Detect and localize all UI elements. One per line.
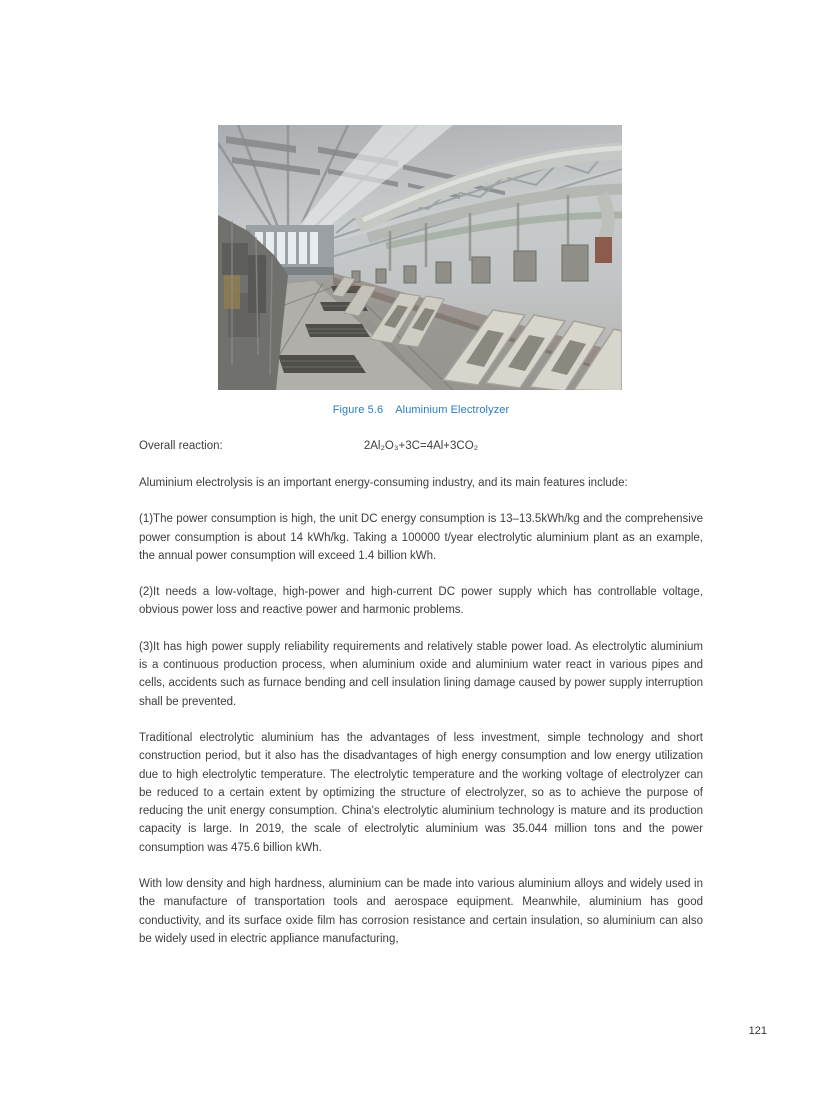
figure-image bbox=[218, 125, 622, 390]
paragraph-feature-3: (3)It has high power supply reliability requirements and relatively stable power load. As electrolytic aluminium is a continuous production process, when aluminium oxide and aluminium water react in various pipes and cells, accidents such as furnace bending and cell insulation lining damage caused by power supply interruption shall be prevented. bbox=[139, 640, 703, 708]
page-number: 121 bbox=[748, 1025, 767, 1037]
reaction-formula: 2Al₂O₃+3C=4Al+3CO₂ bbox=[363, 440, 479, 452]
figure-caption-title: Aluminium Electrolyzer bbox=[395, 404, 510, 416]
paragraph-applications: With low density and high hardness, aluminium can be made into various aluminium alloys and widely used in the manufacture of transportation tools and aerospace equipment. Meanwhile, aluminium has good conductivity, and its surface oxide film has corrosion resistance and certain insulation, so aluminium can also be widely used in electric appliance manufacturing, bbox=[139, 878, 703, 945]
electrolyzer-plant-illustration bbox=[218, 125, 622, 390]
figure-caption-label: Figure 5.6 bbox=[332, 404, 384, 416]
paragraph-feature-1: (1)The power consumption is high, the unit DC energy consumption is 13–13.5kWh/kg and the comprehensive power consumption is about 14 kWh/kg. Taking a 100000 t/year electrolytic aluminium plant as an example, the annual power consumption will exceed 1.4 billion kWh. bbox=[139, 513, 703, 562]
paragraph-traditional: Traditional electrolytic aluminium has the advantages of less investment, simple technology and short construction period, but it also has the disadvantages of high energy consumption and low energy utilization due to high electrolytic temperature. The electrolytic temperature and the working voltage of electrolyzer can be reduced to a certain extent by optimizing the structure of electrolyzer, so as to achieve the purpose of reducing the unit energy consumption. China's electrolytic aluminium technology is mature and its production capacity is large. In 2019, the scale of electrolytic aluminium was 35.044 million tons and the power consumption was 475.6 billion kWh. bbox=[139, 731, 703, 854]
paragraph-feature-2: (2)It needs a low-voltage, high-power and high-current DC power supply which has controllable voltage, obvious power loss and reactive power and harmonic problems. bbox=[139, 586, 703, 617]
figure-caption bbox=[139, 404, 703, 416]
body-text bbox=[139, 474, 703, 966]
paragraph-intro: Aluminium electrolysis is an important energy-consuming industry, and its main features include: bbox=[139, 477, 628, 489]
reaction-label: Overall reaction: bbox=[139, 440, 223, 452]
reaction-row bbox=[139, 440, 703, 452]
